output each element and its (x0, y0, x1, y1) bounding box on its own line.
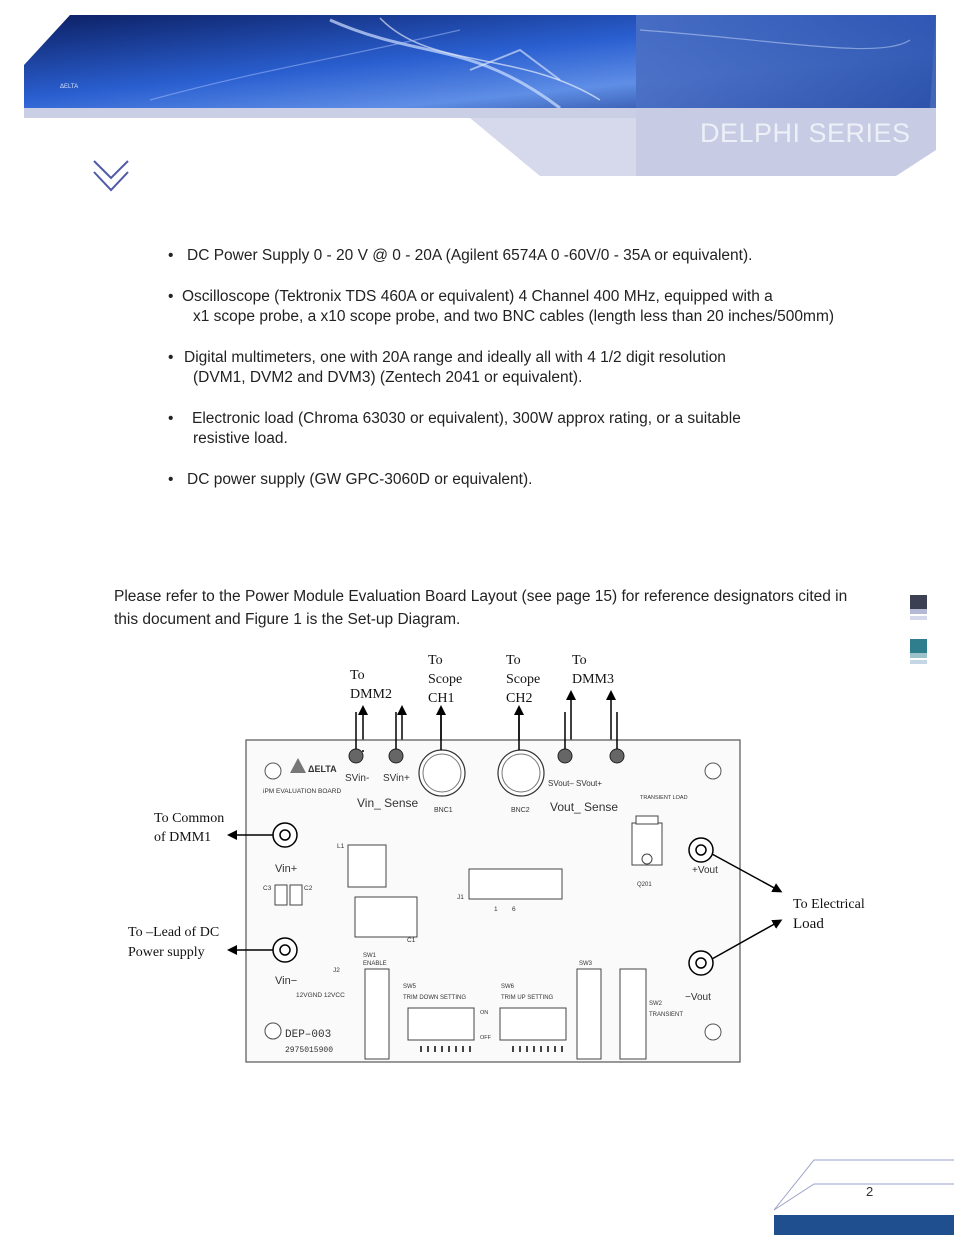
side-tab-dark (910, 595, 927, 609)
switch-sw2 (620, 969, 646, 1059)
board-part-number: DEP–003 (285, 1029, 332, 1041)
c3-label: C3 (263, 885, 272, 892)
svin-plus-point (389, 749, 403, 763)
switch-sw3 (577, 969, 601, 1059)
setup-diagram-svg (120, 640, 880, 1080)
footer-graphic (770, 1158, 954, 1235)
board-logo-text: ΔELTA (308, 764, 337, 774)
list-item-continuation: (DVM1, DVM2 and DVM3) (Zentech 2041 or equivalent). (193, 369, 583, 386)
q201-label: Q201 (637, 882, 652, 888)
delta-chevron-icon (92, 158, 132, 194)
connector-j1 (469, 869, 562, 899)
list-item (168, 348, 838, 388)
bnc2-connector (498, 750, 544, 796)
label-to-ch1-line1: To (428, 653, 443, 668)
label-to-dmm3-line1: To (572, 653, 587, 668)
svin-plus-label: SVin+ (383, 773, 410, 784)
trim-up-label: TRIM UP SETTING (501, 995, 554, 1001)
sw1-label: SW1 (363, 953, 377, 959)
j2-label: J2 (333, 967, 340, 974)
list-item-continuation: resistive load. (193, 430, 288, 447)
label-electrical-load-line1: To Electrical (793, 897, 865, 912)
vin-sense-label: Vin_ Sense (357, 796, 419, 810)
label-to-ch2-line3: CH2 (506, 691, 533, 706)
vout-plus-label: +Vout (692, 865, 718, 876)
list-item-text: DC power supply (GW GPC-3060D or equivalent). (187, 471, 533, 488)
label-to-dmm2-line1: To (350, 668, 365, 683)
svout-minus-point (558, 749, 572, 763)
transient-load-label: TRANSIENT LOAD (640, 795, 688, 801)
inductor-l1 (348, 845, 386, 887)
mount-hole (705, 1024, 721, 1040)
dip-switch-sw5 (408, 1008, 474, 1040)
board-serial-number: 2975015900 (285, 1046, 334, 1055)
capacitor-c1 (355, 897, 417, 937)
reference-paragraph: Please refer to the Power Module Evaluation Board Layout (see page 15) for reference designators cited in this document and Figure 1 is the Set-up Diagram. (114, 588, 848, 628)
list-item-continuation: x1 scope probe, a x10 scope probe, and two BNC cables (length less than 20 inches/500mm) (193, 308, 835, 325)
vout-sense-label: Vout_ Sense (550, 800, 619, 814)
enable-label: ENABLE (363, 961, 387, 967)
sw6-label: SW6 (501, 984, 515, 990)
j1-pins-label: 1 6 (494, 906, 516, 913)
mount-hole (265, 763, 281, 779)
svout-plus-point (610, 749, 624, 763)
svout-label: SVout– SVout+ (548, 779, 603, 788)
list-item-text: Electronic load (Chroma 63030 or equivalent), 300W approx rating, or a suitable (192, 410, 741, 427)
label-to-dmm3-line2: DMM3 (572, 672, 615, 687)
equipment-list (168, 246, 838, 511)
header-banner (0, 0, 954, 180)
label-to-ch2-line1: To (506, 653, 521, 668)
label-electrical-load-line2: Load (793, 916, 824, 932)
bnc1-connector (419, 750, 465, 796)
bullet-icon: • (168, 288, 174, 305)
bullet-icon: • (168, 471, 174, 488)
list-item (168, 470, 838, 490)
svin-minus-point (349, 749, 363, 763)
capacitor-c3 (275, 885, 287, 905)
bnc1-label: BNC1 (434, 807, 453, 814)
trim-down-label: TRIM DOWN SETTING (403, 995, 466, 1001)
list-item (168, 246, 838, 266)
label-common-dmm1-line2: of DMM1 (154, 830, 212, 845)
side-tabs (910, 595, 930, 670)
list-item-text: DC Power Supply 0 - 20 V @ 0 - 20A (Agilent 6574A 0 -60V/0 - 35A or equivalent). (187, 247, 753, 264)
gnd-vcc-label: 12VGND 12VCC (296, 992, 345, 999)
sw3-label: SW3 (579, 961, 593, 967)
list-item-text: Digital multimeters, one with 20A range and ideally all with 4 1/2 digit resolution (184, 349, 726, 366)
switch-sw1 (365, 969, 389, 1059)
transient-label: TRANSIENT (649, 1012, 684, 1018)
setup-diagram (120, 640, 880, 1080)
list-item (168, 409, 838, 449)
label-to-ch2-line2: Scope (506, 672, 541, 687)
board-title: iPM EVALUATION BOARD (263, 788, 342, 795)
label-to-dmm2-line2: DMM2 (350, 687, 393, 702)
bullet-icon: • (168, 410, 174, 427)
c1-label: C1 (407, 937, 416, 944)
page-number: 2 (866, 1184, 874, 1199)
off-label: OFF (480, 1035, 491, 1041)
label-to-ch1-line3: CH1 (428, 691, 455, 706)
side-tab-teal (910, 639, 927, 653)
bnc2-label: BNC2 (511, 807, 530, 814)
list-item-text: Oscilloscope (Tektronix TDS 460A or equivalent) 4 Channel 400 MHz, equipped with a (182, 288, 773, 305)
label-to-ch1-line2: Scope (428, 672, 463, 687)
label-common-dmm1-line1: To Common (154, 811, 225, 826)
bullet-icon: • (168, 247, 174, 264)
banner-graphic (0, 0, 954, 180)
capacitor-c2 (290, 885, 302, 905)
j1-label: J1 (457, 894, 464, 901)
l1-label: L1 (337, 843, 345, 850)
label-lead-dc-line1: To –Lead of DC (128, 925, 220, 940)
dip-switch-sw6 (500, 1008, 566, 1040)
vin-minus-label: Vin− (275, 975, 298, 987)
svg-text:ΔELTA: ΔELTA (60, 84, 79, 90)
c2-label: C2 (304, 885, 313, 892)
bullet-icon: • (168, 349, 174, 366)
sw2-label: SW2 (649, 1001, 663, 1007)
vin-plus-label: Vin+ (275, 863, 298, 875)
list-item (168, 287, 838, 327)
sw5-label: SW5 (403, 984, 417, 990)
svin-minus-label: SVin- (345, 773, 370, 784)
footer-bar (774, 1215, 954, 1235)
brand-title: DELPHI SERIES (700, 118, 911, 148)
vout-minus-label: −Vout (685, 992, 711, 1003)
label-lead-dc-line2: Power supply (128, 945, 205, 960)
on-label: ON (480, 1010, 489, 1016)
mount-hole (705, 763, 721, 779)
